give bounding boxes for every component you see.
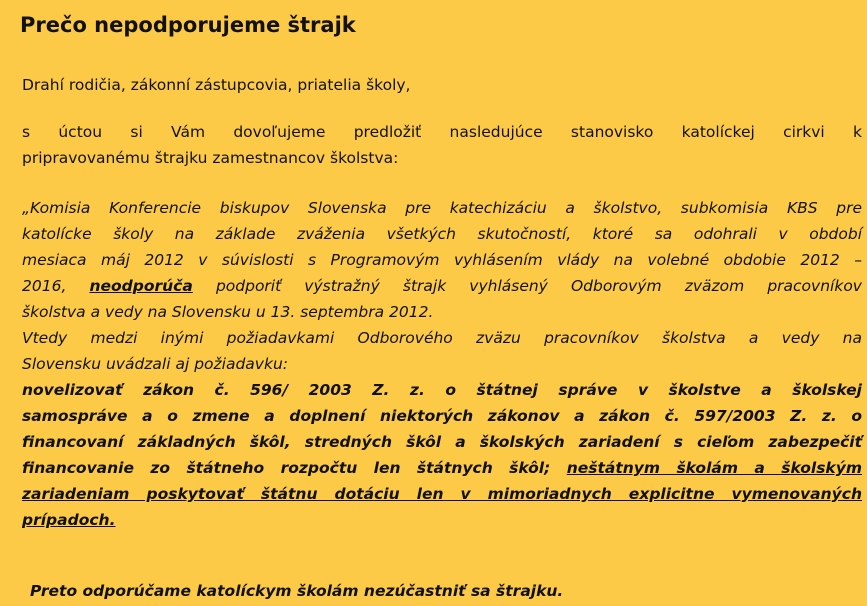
greeting-text: Drahí rodičia, zákonní zástupcovia, priatelia školy,	[22, 76, 411, 94]
quote-line: Vtedy medzi inými požiadavkami Odborového zväzu pracovníkov školstva a vedy na	[22, 329, 862, 347]
demand-line: novelizovať zákon č. 596/ 2003 Z. z. o štátnej správe v školstve a školskej	[22, 381, 862, 399]
quote-line: mesiaca máj 2012 v súvislosti s Programovým vyhlásením vlády na volebné obdobie 2012 –	[22, 251, 862, 269]
demand-line: zariadeniam poskytovať štátnu dotáciu len v mimoriadnych explicitne vymenovaných	[22, 485, 862, 503]
underlined-text: neštátnym školám a školským	[566, 459, 862, 477]
demand-line: financovaní základných škôl, stredných škôl a školských zariadení s cieľom zabezpečiť	[22, 433, 862, 451]
demand-line: samospráve a o zmene a doplnení niektorých zákonov a zákon č. 597/2003 Z. z. o	[22, 407, 862, 425]
emphasis-text: neodporúča	[89, 277, 193, 295]
quote-text: 2016,	[22, 277, 90, 295]
page-title: Prečo nepodporujeme štrajk	[20, 13, 356, 37]
demand-text: financovanie zo štátneho rozpočtu len štátnych škôl;	[22, 459, 567, 477]
demand-line: prípadoch.	[22, 511, 116, 529]
quote-line: školstva a vedy na Slovensku u 13. septembra 2012.	[22, 303, 434, 321]
demand-line	[22, 455, 862, 481]
quote-line: katolícke školy na základe zváženia všetkých skutočností, ktoré sa odohrali v období	[22, 225, 862, 243]
intro-line: pripravovanému štrajku zamestnancov školstva:	[22, 149, 399, 167]
quote-line: „Komisia Konferencie biskupov Slovenska pre katechizáciu a školstvo, subkomisia KBS pre	[22, 199, 862, 217]
quote-line: Slovensku uvádzali aj požiadavku:	[22, 355, 288, 373]
quote-text: podporiť výstražný štrajk vyhlásený Odborovým zväzom pracovníkov	[192, 277, 862, 295]
quote-line	[22, 273, 862, 299]
conclusion-text: Preto odporúčame katolíckym školám nezúčastniť sa štrajku.	[30, 582, 564, 600]
intro-line: s úctou si Vám dovoľujeme predložiť nasledujúce stanovisko katolíckej cirkvi k	[22, 123, 862, 141]
